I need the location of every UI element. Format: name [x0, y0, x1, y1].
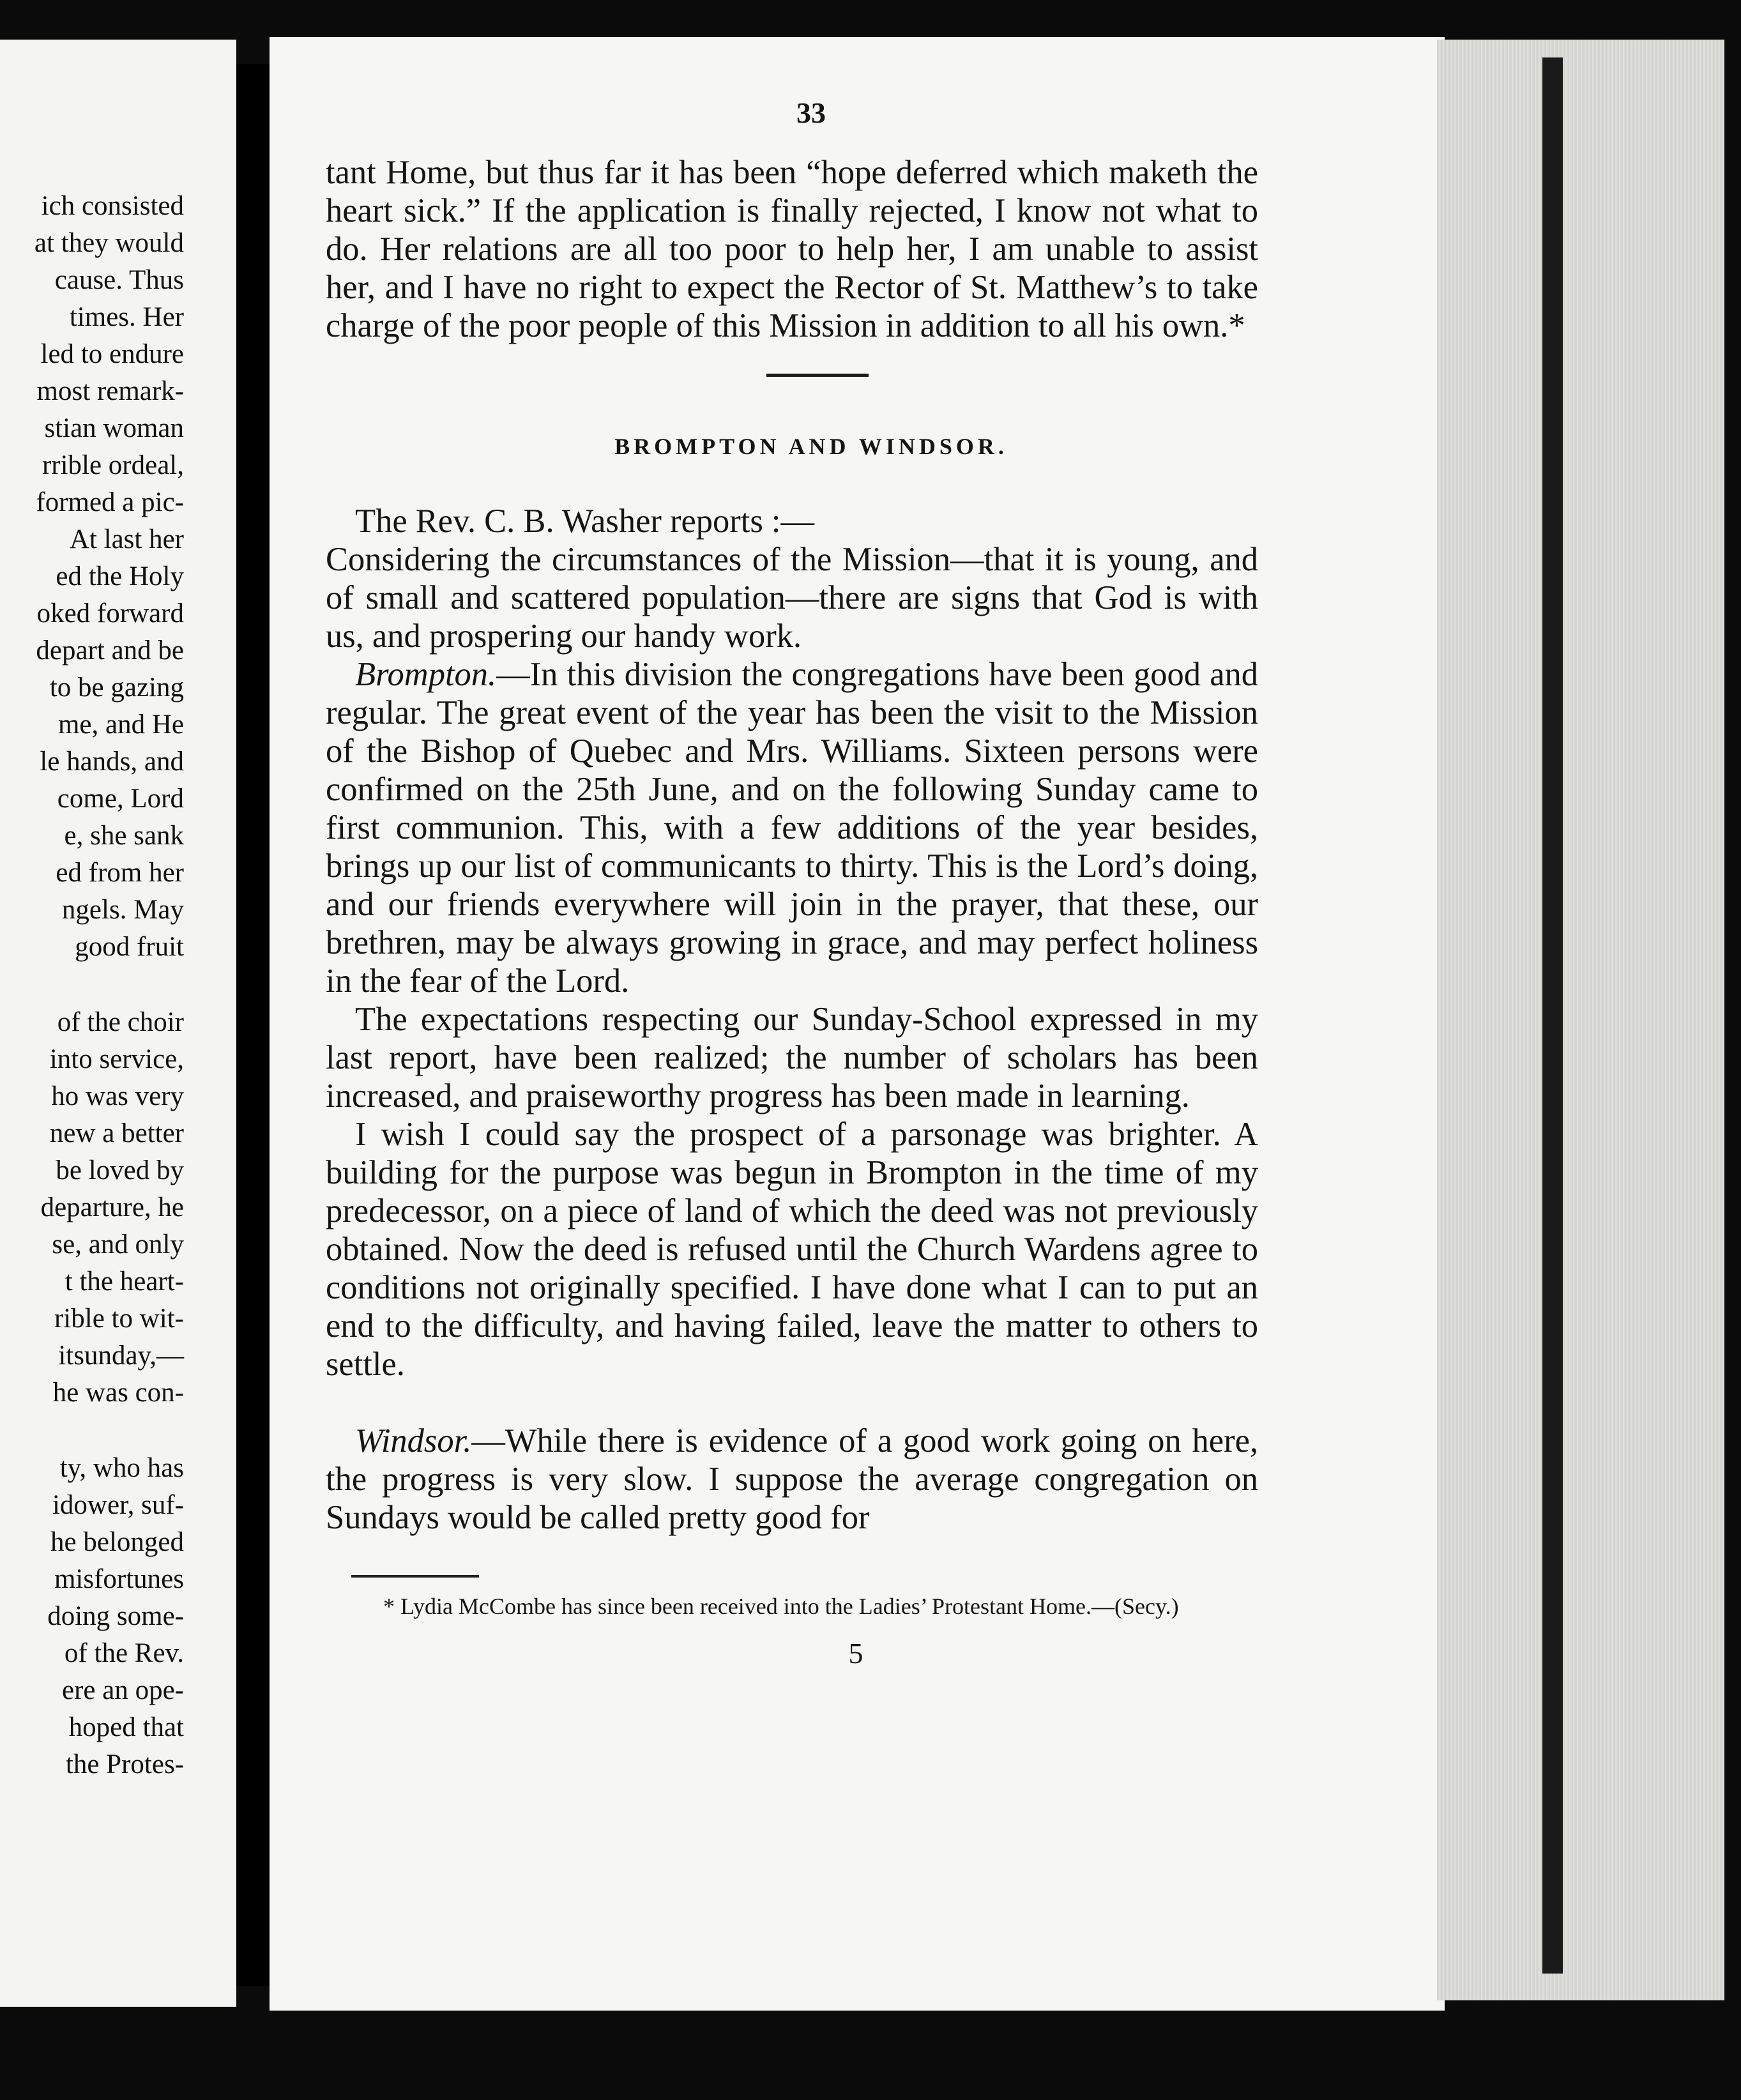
left-page-line: cause. Thus — [54, 265, 184, 295]
brompton-heading: Brompton. — [355, 656, 497, 693]
left-page-line: ed the Holy — [56, 561, 184, 591]
left-page-line: misfortunes — [54, 1564, 184, 1594]
left-page-line: ty, who has — [59, 1453, 184, 1483]
left-page-line: rible to wit- — [54, 1304, 184, 1334]
brompton-paragraph — [326, 655, 1258, 1000]
right-page-content — [326, 96, 1258, 1670]
left-page-line: ere an ope- — [62, 1675, 184, 1705]
left-page-line: le hands, and — [40, 747, 184, 777]
left-page-line: led to endure — [40, 339, 184, 369]
left-page-line: of the choir — [57, 1007, 184, 1037]
left-page-line: ich consisted — [41, 191, 184, 221]
left-page-line: depart and be — [36, 635, 184, 666]
left-page-line: be loved by — [56, 1155, 184, 1185]
left-page-line: at they would — [34, 228, 184, 258]
left-page-line: into service, — [49, 1044, 184, 1074]
page-number: 33 — [796, 96, 826, 129]
windsor-paragraph — [326, 1422, 1258, 1537]
parsonage-paragraph: I wish I could say the prospect of a parsonage was brighter. A building for the purpose was begun in Brompton in the time of my predecessor, on a piece of land of which the deed was not previously obtained. Now the deed is refused until the Church Wardens agree to conditions not originally specified. I have done what I can to put an end to the difficulty, and having failed, leave the matter to others to settle. — [326, 1116, 1258, 1383]
windsor-text: —While there is evidence of a good work going on here, the progress is very slow. I suppose the average congregation on Sundays would be called pretty good for — [326, 1422, 1258, 1536]
book-gutter — [236, 64, 271, 1986]
left-page-line: the Protes- — [65, 1749, 184, 1779]
footnote: * Lydia McCombe has since been received into the Ladies’ Protestant Home.—(Secy.) — [383, 1594, 1179, 1619]
left-page-line: to be gazing — [49, 673, 184, 703]
left-page-line: me, and He — [57, 710, 184, 740]
left-page-line: stian woman — [44, 413, 184, 443]
opening-paragraph: tant Home, but thus far it has been “hope deferred which maketh the heart sick.” If the application is finally rejected, I know not what to do. Her relations are all too poor to help her, I am unable to assist her, and I have no right to expect the Rector of St. Matthew’s to take charge of the poor people of this Mission in addition to all his own.* — [326, 154, 1258, 344]
left-facing-page — [0, 40, 236, 2007]
footnote-rule — [351, 1575, 479, 1578]
left-page-line: new a better — [49, 1118, 184, 1148]
left-page-line: doing some- — [47, 1601, 184, 1631]
left-page-line: hoped that — [68, 1712, 184, 1742]
left-page-line: se, and only — [52, 1229, 184, 1259]
left-page-line: good fruit — [75, 932, 184, 962]
left-page-paragraph-gap — [0, 966, 236, 1004]
left-page-line: At last her — [69, 524, 184, 554]
windsor-heading: Windsor. — [355, 1422, 472, 1459]
left-page-line: ngels. May — [61, 895, 184, 925]
brompton-text: —In this division the congregations have been good and regular. The great event of the year has been the visit to the Mission of the Bishop of Quebec and Mrs. Williams. Sixteen persons were confirmed on the 25th June, and on the following Sunday came to first communion. This, with a few additions of the year besides, brings up our list of communicants to thirty. This is the Lord’s doing, and our friends everywhere will join in the prayer, that these, our brethren, may be always growing in grace, and may perfect holiness in the fear of the Lord. — [326, 656, 1258, 1000]
left-page-line: departure, he — [40, 1192, 184, 1222]
left-page-line: oked forward — [36, 598, 184, 628]
left-page-line: itsunday,— — [58, 1341, 184, 1371]
left-page-line: e, she sank — [64, 821, 184, 851]
left-page-line: t the heart- — [65, 1267, 184, 1297]
left-page-paragraph-gap — [0, 1411, 236, 1450]
left-page-line: he was con- — [52, 1378, 184, 1408]
reporter-line: The Rev. C. B. Washer reports :— — [355, 503, 814, 540]
left-page-text-column — [0, 188, 236, 1783]
left-page-line: of the Rev. — [64, 1638, 184, 1668]
intro-paragraph: Considering the circumstances of the Mission—that it is young, and of small and scattered population—there are signs that God is with us, and prospering our handy work. — [326, 541, 1258, 655]
left-page-line: formed a pic- — [36, 487, 184, 517]
left-page-line: rrible ordeal, — [42, 450, 184, 480]
left-page-line: most remark- — [36, 376, 184, 406]
left-page-line: he belonged — [50, 1527, 184, 1557]
signature-mark: 5 — [848, 1637, 863, 1670]
section-divider-rule — [766, 374, 869, 377]
left-page-line: idower, suf- — [52, 1490, 184, 1520]
sunday-school-paragraph: The expectations respecting our Sunday-School expressed in my last report, have been realized; the number of scholars has been increased, and praiseworthy progress has been made in learning. — [326, 1001, 1258, 1115]
book-cover-edge — [1542, 57, 1563, 1974]
left-page-line: come, Lord — [57, 784, 184, 814]
left-page-line: times. Her — [69, 302, 184, 332]
section-heading: BROMPTON AND WINDSOR. — [614, 434, 1008, 459]
page-edges — [1437, 40, 1724, 2000]
left-page-line: ho was very — [51, 1081, 184, 1111]
left-page-line: ed from her — [56, 858, 184, 888]
